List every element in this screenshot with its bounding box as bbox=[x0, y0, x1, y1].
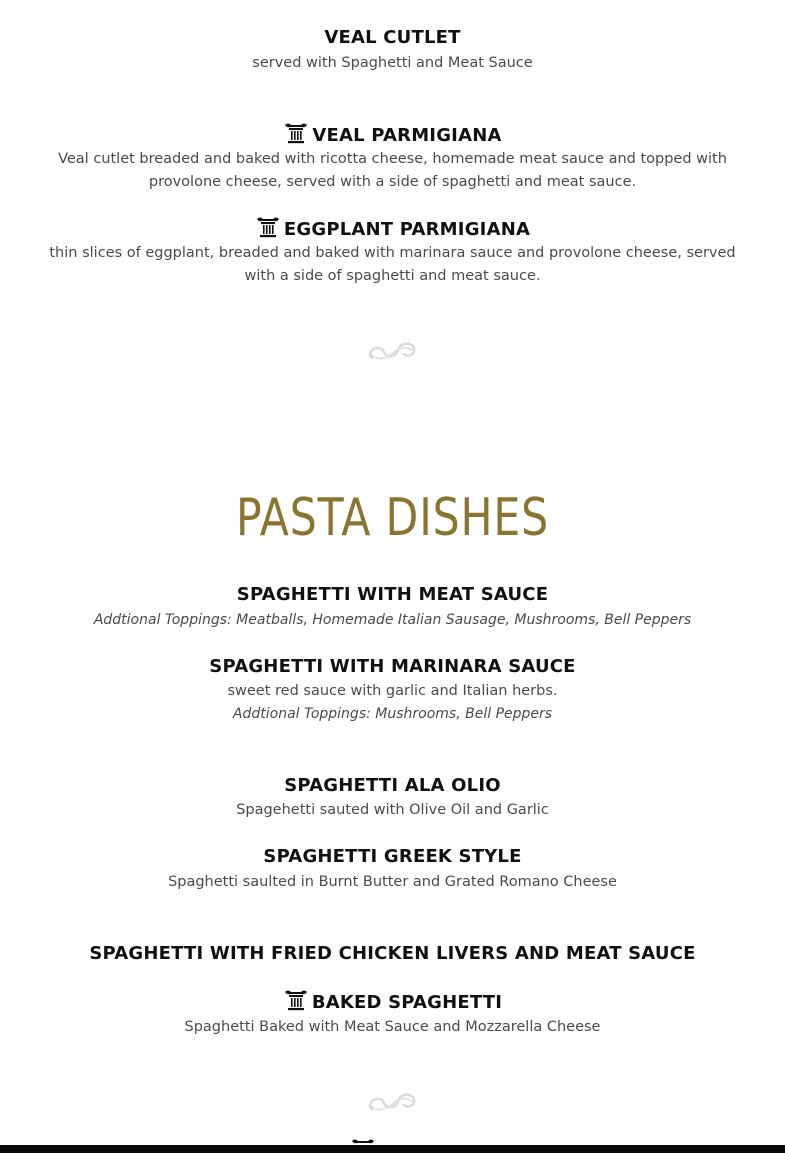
item-title-row-veal-parmigiana bbox=[0, 122, 785, 148]
column-icon bbox=[283, 122, 309, 144]
item-desc-spaghetti-ala-olio: Spagehetti sauted with Olive Oil and Garlic bbox=[236, 802, 549, 818]
item-title-spaghetti-meat-sauce: SPAGHETTI WITH MEAT SAUCE bbox=[236, 584, 549, 605]
item-desc-eggplant-parmigiana: thin slices of eggplant, breaded and baked with marinara sauce and provolone cheese, served with a side of spaghetti and meat sauce. bbox=[49, 245, 736, 284]
cut-off-text bbox=[0, 0, 785, 4]
item-title-spaghetti-chicken-livers: SPAGHETTI WITH FRIED CHICKEN LIVERS AND MEAT SAUCE bbox=[89, 943, 696, 964]
item-title-spaghetti-marinara: SPAGHETTI WITH MARINARA SAUCE bbox=[209, 656, 576, 677]
column-icon bbox=[255, 216, 281, 238]
item-desc-veal-cutlet: served with Spaghetti and Meat Sauce bbox=[252, 55, 533, 71]
cut-off-item bbox=[0, 1138, 785, 1145]
item-title-row-eggplant-parmigiana bbox=[0, 216, 785, 242]
swirl-divider-icon bbox=[366, 1089, 420, 1115]
item-desc-baked-spaghetti: Spaghetti Baked with Meat Sauce and Mozzarella Cheese bbox=[184, 1019, 601, 1035]
item-title-baked-spaghetti: BAKED SPAGHETTI bbox=[311, 992, 503, 1013]
item-title-veal-parmigiana: VEAL PARMIGIANA bbox=[312, 125, 502, 146]
item-title-row-baked-spaghetti bbox=[0, 989, 785, 1015]
column-icon bbox=[283, 989, 309, 1011]
swirl-divider-icon bbox=[366, 338, 420, 364]
item-desc-spaghetti-greek-style: Spaghetti saulted in Burnt Butter and Grated Romano Cheese bbox=[168, 874, 617, 890]
item-title-spaghetti-greek-style: SPAGHETTI GREEK STYLE bbox=[263, 846, 522, 867]
item-title-veal-cutlet: VEAL CUTLET bbox=[324, 27, 461, 48]
item-toppings-spaghetti-meat-sauce: Addtional Toppings: Meatballs, Homemade Italian Sausage, Mushrooms, Bell Peppers bbox=[93, 612, 692, 628]
swirl-divider-icon bbox=[0, 338, 785, 364]
item-desc-spaghetti-marinara: sweet red sauce with garlic and Italian herbs. bbox=[227, 683, 558, 699]
section-heading: PASTA DISHES bbox=[235, 488, 550, 548]
swirl-divider-icon bbox=[0, 1089, 785, 1115]
bottom-bar bbox=[0, 1145, 785, 1153]
column-icon bbox=[350, 1138, 376, 1145]
item-title-spaghetti-ala-olio: SPAGHETTI ALA OLIO bbox=[284, 775, 501, 796]
item-desc-veal-parmigiana: Veal cutlet breaded and baked with ricotta cheese, homemade meat sauce and topped with provolone cheese, served with a side of spaghetti and meat sauce. bbox=[58, 151, 727, 190]
section-heading-wrap bbox=[0, 486, 785, 550]
item-title-eggplant-parmigiana: EGGPLANT PARMIGIANA bbox=[283, 219, 531, 240]
item-toppings-spaghetti-marinara: Addtional Toppings: Mushrooms, Bell Peppers bbox=[232, 706, 553, 722]
